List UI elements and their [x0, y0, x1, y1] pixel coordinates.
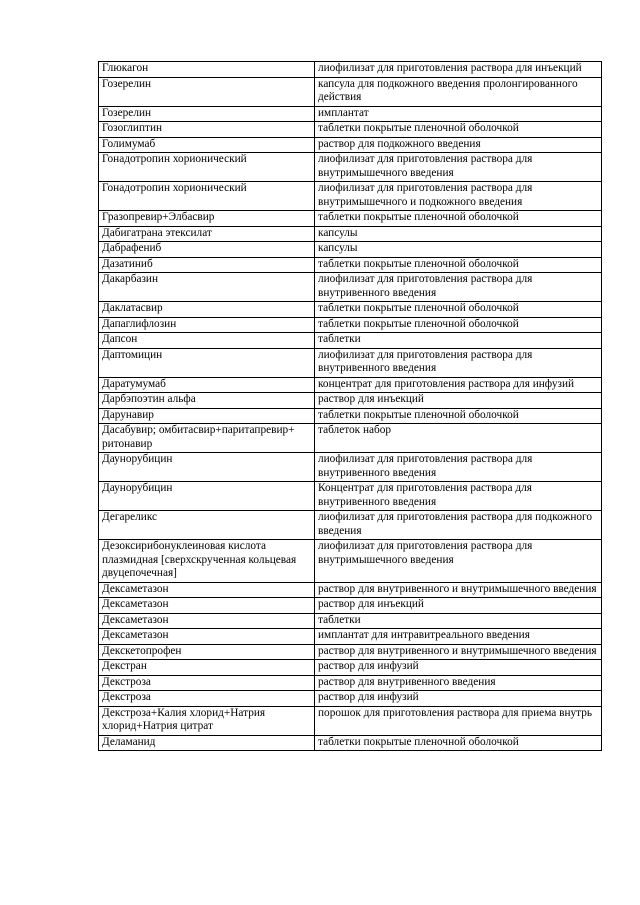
dosage-form-cell: капсулы: [315, 242, 602, 258]
table-row: [99, 613, 602, 629]
dosage-form-cell: раствор для инфузий: [315, 691, 602, 707]
drug-table: [98, 61, 602, 751]
drug-name-cell: Дазатиниб: [99, 257, 315, 273]
dosage-form-cell: капсулы: [315, 226, 602, 242]
drug-name-cell: Дарунавир: [99, 408, 315, 424]
drug-name-cell: Дегареликс: [99, 511, 315, 540]
drug-name-cell: Дакарбазин: [99, 273, 315, 302]
drug-name-cell: Дапсон: [99, 333, 315, 349]
table-row: [99, 629, 602, 645]
dosage-form-cell: раствор для внутривенного введения: [315, 675, 602, 691]
drug-name-cell: Декстроза: [99, 691, 315, 707]
table-row: [99, 317, 602, 333]
dosage-form-cell: раствор для инъекций: [315, 393, 602, 409]
dosage-form-cell: лиофилизат для приготовления раствора для внутримышечного введения: [315, 540, 602, 583]
table-row: [99, 393, 602, 409]
table-row: [99, 408, 602, 424]
drug-name-cell: Гозоглиптин: [99, 122, 315, 138]
drug-name-cell: Дасабувир; омбитасвир+паритапревир+ ритонавир: [99, 424, 315, 453]
drug-name-cell: Гозерелин: [99, 106, 315, 122]
table-row: [99, 273, 602, 302]
drug-name-cell: Гозерелин: [99, 77, 315, 106]
table-row: [99, 660, 602, 676]
drug-name-cell: Декстроза: [99, 675, 315, 691]
drug-name-cell: Декстроза+Калия хлорид+Натрия хлорид+Натрия цитрат: [99, 706, 315, 735]
drug-name-cell: Дабигатрана этексилат: [99, 226, 315, 242]
dosage-form-cell: лиофилизат для приготовления раствора для внутривенного введения: [315, 273, 602, 302]
dosage-form-cell: таблетки покрытые пленочной оболочкой: [315, 122, 602, 138]
drug-name-cell: Декстран: [99, 660, 315, 676]
dosage-form-cell: лиофилизат для приготовления раствора для подкожного введения: [315, 511, 602, 540]
drug-name-cell: Дезоксирибонуклеиновая кислота плазмидная [сверхскрученная кольцевая двуцепочечная]: [99, 540, 315, 583]
table-row: [99, 540, 602, 583]
drug-name-cell: Даратумумаб: [99, 377, 315, 393]
table-row: [99, 77, 602, 106]
dosage-form-cell: раствор для инъекций: [315, 598, 602, 614]
dosage-form-cell: лиофилизат для приготовления раствора для внутривенного введения: [315, 348, 602, 377]
table-row: [99, 482, 602, 511]
drug-table-body: [99, 62, 602, 751]
dosage-form-cell: таблетки покрытые пленочной оболочкой: [315, 257, 602, 273]
table-row: [99, 644, 602, 660]
table-row: [99, 211, 602, 227]
drug-name-cell: Деламанид: [99, 735, 315, 751]
table-row: [99, 153, 602, 182]
drug-name-cell: Дексаметазон: [99, 598, 315, 614]
dosage-form-cell: таблеток набор: [315, 424, 602, 453]
dosage-form-cell: лиофилизат для приготовления раствора для внутримышечного и подкожного введения: [315, 182, 602, 211]
drug-name-cell: Даклатасвир: [99, 302, 315, 318]
dosage-form-cell: таблетки: [315, 613, 602, 629]
dosage-form-cell: лиофилизат для приготовления раствора для внутривенного введения: [315, 453, 602, 482]
drug-name-cell: Даунорубицин: [99, 482, 315, 511]
drug-name-cell: Дексаметазон: [99, 613, 315, 629]
drug-name-cell: Дарбэпоэтин альфа: [99, 393, 315, 409]
drug-name-cell: Гонадотропин хорионический: [99, 182, 315, 211]
table-row: [99, 706, 602, 735]
drug-name-cell: Даунорубицин: [99, 453, 315, 482]
dosage-form-cell: таблетки покрытые пленочной оболочкой: [315, 211, 602, 227]
drug-name-cell: Гразопревир+Элбасвир: [99, 211, 315, 227]
dosage-form-cell: порошок для приготовления раствора для приема внутрь: [315, 706, 602, 735]
dosage-form-cell: концентрат для приготовления раствора для инфузий: [315, 377, 602, 393]
table-row: [99, 302, 602, 318]
table-row: [99, 582, 602, 598]
drug-name-cell: Декскетопрофен: [99, 644, 315, 660]
table-row: [99, 226, 602, 242]
dosage-form-cell: таблетки покрытые пленочной оболочкой: [315, 317, 602, 333]
table-row: [99, 691, 602, 707]
drug-name-cell: Дапаглифлозин: [99, 317, 315, 333]
drug-name-cell: Голимумаб: [99, 137, 315, 153]
table-row: [99, 182, 602, 211]
dosage-form-cell: таблетки: [315, 333, 602, 349]
drug-name-cell: Глюкагон: [99, 62, 315, 78]
table-row: [99, 598, 602, 614]
table-row: [99, 257, 602, 273]
dosage-form-cell: Концентрат для приготовления раствора для внутривенного введения: [315, 482, 602, 511]
dosage-form-cell: таблетки покрытые пленочной оболочкой: [315, 302, 602, 318]
table-row: [99, 137, 602, 153]
table-row: [99, 62, 602, 78]
dosage-form-cell: раствор для инфузий: [315, 660, 602, 676]
table-row: [99, 735, 602, 751]
table-row: [99, 453, 602, 482]
drug-name-cell: Гонадотропин хорионический: [99, 153, 315, 182]
drug-name-cell: Дексаметазон: [99, 629, 315, 645]
dosage-form-cell: лиофилизат для приготовления раствора для внутримышечного введения: [315, 153, 602, 182]
dosage-form-cell: таблетки покрытые пленочной оболочкой: [315, 408, 602, 424]
dosage-form-cell: имплантат для интравитреального введения: [315, 629, 602, 645]
dosage-form-cell: лиофилизат для приготовления раствора для инъекций: [315, 62, 602, 78]
table-row: [99, 106, 602, 122]
table-row: [99, 511, 602, 540]
drug-name-cell: Дабрафениб: [99, 242, 315, 258]
dosage-form-cell: имплантат: [315, 106, 602, 122]
drug-name-cell: Дексаметазон: [99, 582, 315, 598]
dosage-form-cell: раствор для внутривенного и внутримышечного введения: [315, 582, 602, 598]
dosage-form-cell: таблетки покрытые пленочной оболочкой: [315, 735, 602, 751]
table-row: [99, 122, 602, 138]
table-row: [99, 348, 602, 377]
dosage-form-cell: раствор для внутривенного и внутримышечного введения: [315, 644, 602, 660]
table-row: [99, 242, 602, 258]
drug-name-cell: Даптомицин: [99, 348, 315, 377]
dosage-form-cell: капсула для подкожного введения пролонгированного действия: [315, 77, 602, 106]
table-row: [99, 424, 602, 453]
table-row: [99, 675, 602, 691]
dosage-form-cell: раствор для подкожного введения: [315, 137, 602, 153]
table-row: [99, 377, 602, 393]
table-row: [99, 333, 602, 349]
